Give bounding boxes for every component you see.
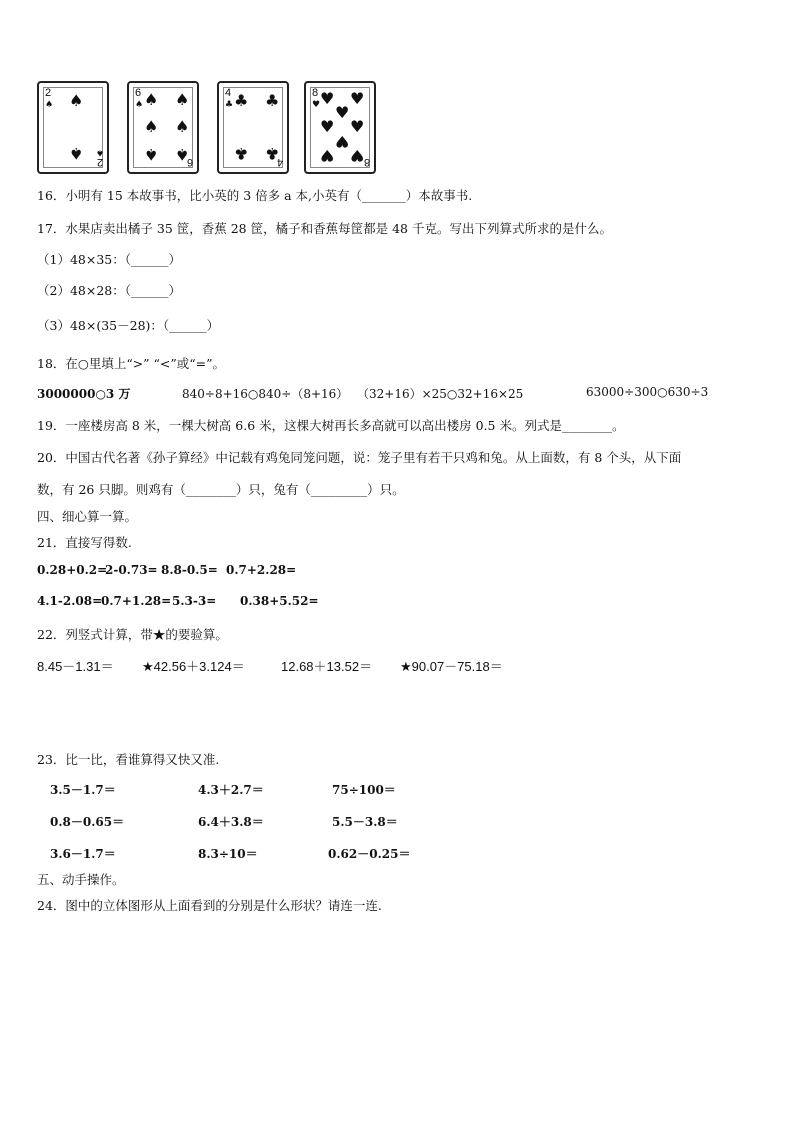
- vertical-calc-3: 12.68＋13.52＝: [281, 659, 373, 674]
- mental-math-r1-c1: 0.28+0.2=: [37, 563, 108, 577]
- question-23: 23．比一比，看谁算得又快又准.: [37, 752, 220, 767]
- spade-icon: ♠: [135, 100, 144, 110]
- spade-icon: ♠: [69, 91, 84, 110]
- club-icon: ♣: [265, 91, 280, 110]
- question-17-item-1: （1）48×35：（______）: [37, 252, 181, 267]
- compare-calc-r3-c1: 3.6－1.7＝: [50, 847, 116, 861]
- compare-calc-r3-c3: 0.62－0.25＝: [328, 847, 411, 861]
- card-rank: 8: [364, 156, 371, 168]
- playing-card-4-clubs: [217, 81, 289, 174]
- spade-icon: ♠: [175, 90, 190, 109]
- compare-calc-r1-c2: 4.3＋2.7＝: [198, 783, 264, 797]
- mental-math-r2-c4: 0.38+5.52=: [240, 594, 319, 608]
- card-rank: 2: [97, 156, 104, 168]
- spade-icon: ♠: [144, 117, 159, 136]
- spade-icon: ♠: [175, 145, 190, 164]
- vertical-calc-2: ★42.56＋3.124＝: [142, 659, 245, 674]
- card-rank: 4: [277, 156, 284, 168]
- club-icon: ♣: [234, 144, 249, 163]
- section-4-title: 四、细心算一算。: [37, 509, 138, 524]
- spade-icon: ♠: [96, 147, 105, 157]
- heart-icon: ♥: [335, 132, 350, 151]
- question-20-line-2: 数，有 26 只脚。则鸡有（________）只，兔有（_________）只。: [37, 482, 405, 497]
- mental-math-r2-c2: 0.7+1.28=: [101, 594, 172, 608]
- compare-expr-4: 63000÷300○630÷3: [586, 385, 709, 399]
- mental-math-r1-c3: 8.8-0.5=: [161, 563, 218, 577]
- compare-calc-r1-c3: 75÷100＝: [332, 783, 396, 797]
- card-rank: 8: [312, 87, 319, 99]
- playing-card-8-hearts: [304, 81, 376, 174]
- heart-icon: ♥: [320, 117, 335, 136]
- question-17-item-3: （3）48×(35－28)：（______）: [37, 318, 220, 333]
- club-icon: ♣: [265, 144, 280, 163]
- spade-icon: ♠: [45, 100, 54, 110]
- compare-expr-1: 3000000○3 万: [37, 387, 131, 401]
- question-24: 24．图中的立体图形从上面看到的分别是什么形状？请连一连.: [37, 898, 382, 913]
- mental-math-r1-c4: 0.7+2.28=: [226, 563, 297, 577]
- question-21: 21．直接写得数.: [37, 535, 132, 550]
- question-20-line-1: 20．中国古代名著《孙子算经》中记载有鸡兔同笼问题，说：笼子里有若干只鸡和兔。从上面数，有 8 个头，从下面: [37, 450, 682, 465]
- question-17-item-2: （2）48×28：（______）: [37, 283, 181, 298]
- compare-expr-2: 840÷8+16○840÷（8+16）: [182, 387, 349, 401]
- question-19: 19．一座楼房高 8 米，一棵大树高 6.6 米，这棵大树再长多高就可以高出楼房 0.5 米。列式是________。: [37, 418, 625, 433]
- compare-calc-r2-c3: 5.5－3.8＝: [332, 815, 398, 829]
- card-rank: 2: [45, 87, 52, 99]
- playing-card-6-spades: [127, 81, 199, 174]
- spade-icon: ♠: [69, 144, 84, 163]
- card-rank: 6: [135, 87, 142, 99]
- heart-icon: ♥: [350, 146, 365, 165]
- heart-icon: ♥: [320, 146, 335, 165]
- vertical-calc-4: ★90.07－75.18＝: [400, 659, 503, 674]
- mental-math-r1-c2: 2-0.73=: [105, 563, 158, 577]
- compare-calc-r1-c1: 3.5－1.7＝: [50, 783, 116, 797]
- question-17: 17．水果店卖出橘子 35 筐，香蕉 28 筐，橘子和香蕉每筐都是 48 千克。写出下列算式所求的是什么。: [37, 221, 612, 236]
- compare-calc-r2-c1: 0.8－0.65＝: [50, 815, 125, 829]
- spade-icon: ♠: [144, 145, 159, 164]
- card-rank: 4: [225, 87, 232, 99]
- compare-expr-3: （32+16）×25○32+16×25: [357, 387, 524, 401]
- mental-math-r2-c1: 4.1-2.08=: [37, 594, 103, 608]
- card-rank: 6: [187, 156, 194, 168]
- heart-icon: ♥: [312, 100, 321, 110]
- compare-calc-r3-c2: 8.3÷10＝: [198, 847, 258, 861]
- vertical-calc-1: 8.45－1.31＝: [37, 659, 114, 674]
- spade-icon: ♠: [175, 117, 190, 136]
- compare-calc-r2-c2: 6.4＋3.8＝: [198, 815, 264, 829]
- heart-icon: ♥: [350, 117, 365, 136]
- heart-icon: ♥: [320, 89, 335, 108]
- playing-card-2-spades: [37, 81, 109, 174]
- question-18: 18．在○里填上“>” “<”或“=”。: [37, 356, 226, 371]
- heart-icon: ♥: [335, 103, 350, 122]
- section-5-title: 五、动手操作。: [37, 872, 125, 887]
- question-16: 16．小明有 15 本故事书，比小英的 3 倍多 a 本,小英有（_______）本故事书.: [37, 188, 473, 203]
- question-22: 22．列竖式计算，带★的要验算。: [37, 627, 228, 642]
- club-icon: ♣: [225, 100, 234, 110]
- spade-icon: ♠: [144, 90, 159, 109]
- heart-icon: ♥: [350, 89, 365, 108]
- mental-math-r2-c3: 5.3-3=: [172, 594, 217, 608]
- club-icon: ♣: [234, 91, 249, 110]
